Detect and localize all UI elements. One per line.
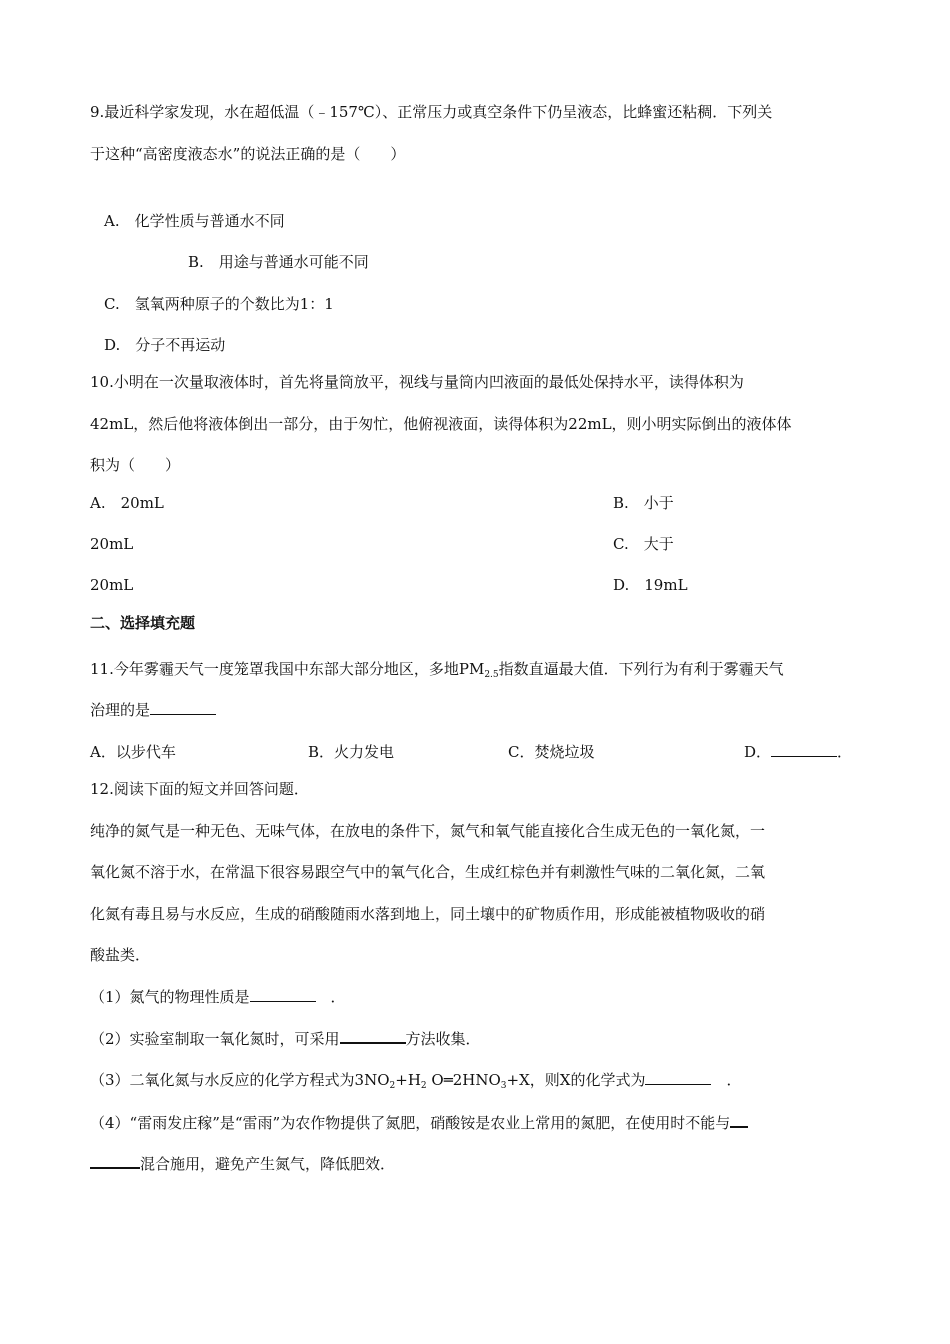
q11-stem-line1	[90, 659, 784, 685]
q12-sub1-blank[interactable]	[250, 987, 316, 1002]
q11-stem-line2	[90, 700, 216, 720]
q11-answer-blank[interactable]	[150, 700, 216, 715]
q12-sub3-blank[interactable]	[645, 1070, 711, 1085]
q10-stem-line2: 42mL，然后他将液体倒出一部分，由于匆忙，他俯视液面，读得体积为22mL，则小明实际倒出的液体体	[90, 415, 792, 433]
q12-passage-line4: 酸盐类．	[90, 946, 151, 964]
q12-sub3-end: ．	[711, 1071, 742, 1089]
q9-option-a: A. 化学性质与普通水不同	[104, 212, 285, 230]
q12-sub4-blank-start[interactable]	[730, 1112, 748, 1128]
q12-sub1-end: ．	[315, 988, 346, 1006]
q11-option-d	[744, 742, 852, 762]
q10-option-c: C. 大于	[613, 535, 674, 553]
q12-passage-line2: 氧化氮不溶于水，在常温下很容易跟空气中的氧气化合，生成红棕色并有刺激性气味的二氧化氮，二氧	[90, 863, 766, 881]
q11-option-c: C．焚烧垃圾	[508, 743, 595, 761]
q12-sub4-blank-end[interactable]	[90, 1153, 140, 1169]
q11-option-a: A．以步代车	[90, 743, 176, 761]
q10-option-b-cont: 20mL	[90, 535, 134, 553]
q10-stem-line1: 10.小明在一次量取液体时，首先将量筒放平，视线与量筒内凹液面的最低处保持水平，读得体积为	[90, 373, 744, 391]
q12-sub1	[90, 987, 346, 1007]
q11-subscript: 2.5	[484, 670, 499, 680]
q11-text-c: 治理的是	[90, 701, 151, 719]
q9-option-d: D. 分子不再运动	[104, 336, 226, 354]
q12-sub3	[90, 1070, 741, 1096]
q11-text-a: 11.今年雾霾天气一度笼罩我国中东部大部分地区，多地PM	[90, 660, 485, 678]
q10-option-c-cont: 20mL	[90, 576, 134, 594]
q12-sub4-text-a: （4）“雷雨发庄稼”是“雷雨”为农作物提供了氮肥，硝酸铵是农业上常用的氮肥，在使用时不能与	[90, 1114, 731, 1132]
q12-sub2	[90, 1028, 481, 1049]
q12-intro: 12.阅读下面的短文并回答问题．	[90, 780, 309, 798]
q12-sub2-blank[interactable]	[340, 1028, 406, 1044]
q12-sub4-text-b: 混合施用，避免产生氮气，降低肥效．	[140, 1155, 396, 1173]
q12-sub4-line2	[90, 1153, 395, 1174]
q12-sub2-text: （2）实验室制取一氧化氮时，可采用	[90, 1030, 340, 1048]
q12-sub4-line1	[90, 1112, 748, 1133]
q9-stem-line2: 于这种“高密度液态水”的说法正确的是（ ）	[90, 145, 406, 163]
q12-sub2-end: 方法收集．	[405, 1030, 481, 1048]
q11-option-d-end: ．	[837, 743, 853, 761]
q10-stem-line3: 积为（ ）	[90, 456, 181, 474]
q12-sub3-text-c: O═2HNO	[426, 1071, 501, 1089]
q10-option-b: B. 小于	[613, 494, 674, 512]
q9-option-c: C. 氢氧两种原子的个数比为1：1	[104, 295, 334, 313]
q12-sub3-sub3: 3	[500, 1081, 507, 1091]
q11-text-b: 指数直逼最大值．下列行为有利于雾霾天气	[498, 660, 784, 678]
q12-sub3-text-a: （3）二氧化氮与水反应的化学方程式为3NO	[90, 1071, 390, 1089]
q12-sub3-text-b: +H	[395, 1071, 421, 1089]
q10-option-d: D. 19mL	[613, 576, 688, 594]
q11-option-d-blank[interactable]	[771, 742, 837, 757]
q10-option-a: A. 20mL	[90, 494, 164, 512]
q12-sub3-sub2: 2	[420, 1081, 427, 1091]
q9-option-b: B. 用途与普通水可能不同	[188, 253, 369, 271]
q11-option-b: B．火力发电	[308, 743, 395, 761]
section-heading: 二、选择填充题	[90, 614, 196, 632]
q12-passage-line3: 化氮有毒且易与水反应，生成的硝酸随雨水落到地上，同土壤中的矿物质作用，形成能被植物吸收的硝	[90, 905, 766, 923]
q12-sub1-text: （1）氮气的物理性质是	[90, 988, 250, 1006]
q9-stem-line1: 9.最近科学家发现，水在超低温（﹣157℃）、正常压力或真空条件下仍呈液态，比蜂蜜还粘稠．下列关	[90, 103, 773, 121]
q12-sub3-text-d: +X，则X的化学式为	[506, 1071, 646, 1089]
q12-sub3-sub1: 2	[389, 1081, 396, 1091]
q11-option-d-label: D．	[744, 743, 772, 761]
q12-passage-line1: 纯净的氮气是一种无色、无味气体，在放电的条件下，氮气和氧气能直接化合生成无色的一氧化氮，一	[90, 822, 766, 840]
